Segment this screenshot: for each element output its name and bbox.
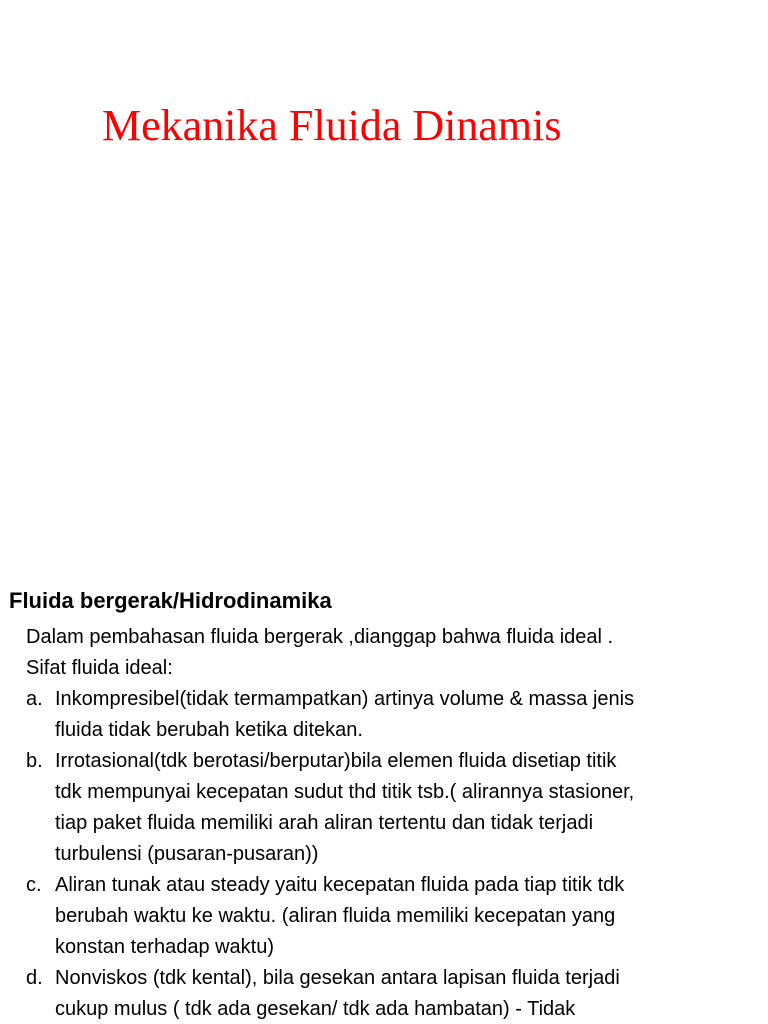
list-item <box>26 684 761 746</box>
list-marker: b. <box>26 750 43 772</box>
property-list <box>26 684 761 1024</box>
list-marker: d. <box>26 967 43 989</box>
list-item-text: Nonviskos (tdk kental), bila gesekan antara lapisan fluida terjadi cukup mulus ( tdk ada gesekan/ tdk ada hambatan) - Tidak <box>55 967 620 1020</box>
section-heading: Fluida bergerak/Hidrodinamika <box>9 588 332 613</box>
intro-line: Sifat fluida ideal: <box>26 657 173 679</box>
list-item <box>26 963 761 1024</box>
intro-line: Dalam pembahasan fluida bergerak ,dianggap bahwa fluida ideal . <box>26 626 614 648</box>
list-item-text: Irrotasional(tdk berotasi/berputar)bila elemen fluida disetiap titik tdk mempunyai kecepatan sudut thd titik tsb.( alirannya stasioner, tiap paket fluida memiliki arah aliran tertentu dan tidak terjadi turbulensi (pusaran-pusaran)) <box>55 750 635 865</box>
section-body <box>26 622 761 1024</box>
slide-title: Mekanika Fluida Dinamis <box>102 101 562 150</box>
list-item-text: Aliran tunak atau steady yaitu kecepatan fluida pada tiap titik tdk berubah waktu ke waktu. (aliran fluida memiliki kecepatan yang konstan terhadap waktu) <box>55 874 625 958</box>
list-item <box>26 870 761 963</box>
list-marker: a. <box>26 688 43 710</box>
list-item <box>26 746 761 870</box>
list-marker: c. <box>26 874 42 896</box>
list-item-text: Inkompresibel(tidak termampatkan) artinya volume & massa jenis fluida tidak berubah ketika ditekan. <box>55 688 635 741</box>
